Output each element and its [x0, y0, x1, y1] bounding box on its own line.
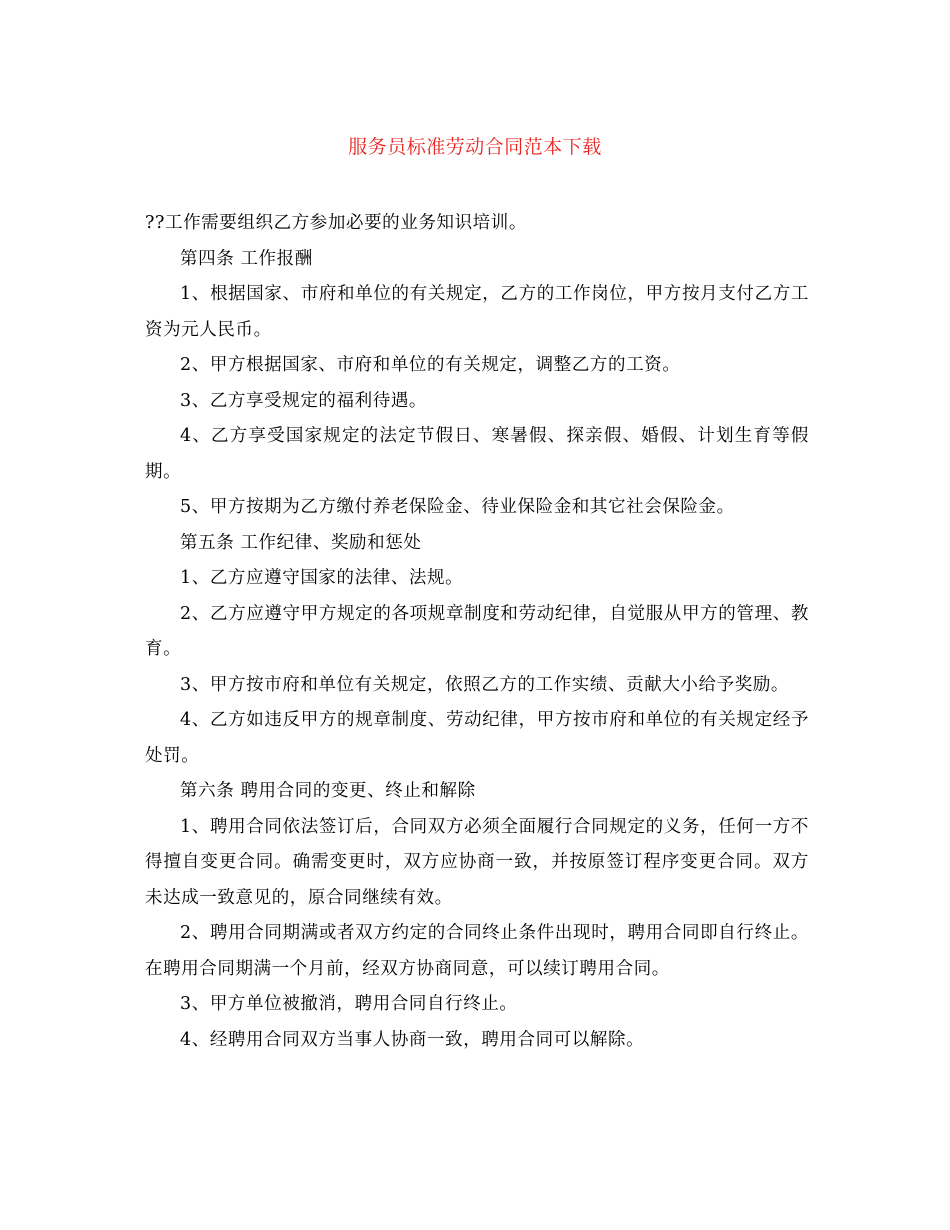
section-heading-article-4: 第四条 工作报酬: [180, 248, 313, 269]
paragraph-article-4-item-4: 4、乙方享受国家规定的法定节假日、寒暑假、探亲假、婚假、计划生育等假期。: [145, 426, 809, 482]
paragraph-article-6-item-3: 3、甲方单位被撤消，聘用合同自行终止。: [180, 994, 518, 1014]
paragraph-article-6-item-1: 1、聘用合同依法签订后，合同双方必须全面履行合同规定的义务，任何一方不得擅自变更合同。确需变更时，双方应协商一致，并按原签订程序变更合同。双方未达成一致意见的，原合同继续有效。: [145, 816, 809, 908]
paragraph-article-4-item-1: 1、根据国家、市府和单位的有关规定，乙方的工作岗位，甲方按月支付乙方工资为元人民币。: [145, 284, 809, 340]
paragraph-article-5-item-4: 4、乙方如违反甲方的规章制度、劳动纪律，甲方按市府和单位的有关规定经予处罚。: [145, 710, 809, 766]
section-heading-article-6: 第六条 聘用合同的变更、终止和解除: [180, 781, 476, 801]
paragraph-article-4-item-5: 5、甲方按期为乙方缴付养老保险金、待业保险金和其它社会保险金。: [180, 497, 735, 517]
document-body: [145, 206, 809, 1058]
paragraph-article-4-item-2: 2、甲方根据国家、市府和单位的有关规定，调整乙方的工资。: [180, 355, 681, 375]
section-heading-article-5: 第五条 工作纪律、奖励和惩处: [180, 532, 422, 553]
paragraph-article-5-item-2: 2、乙方应遵守甲方规定的各项规章制度和劳动纪律，自觉服从甲方的管理、教育。: [145, 603, 809, 659]
paragraph-training: ??工作需要组织乙方参加必要的业务知识培训。: [145, 213, 527, 233]
paragraph-article-6-item-2: 2、聘用合同期满或者双方约定的合同终止条件出现时，聘用合同即自行终止。在聘用合同期满一个月前，经双方协商同意，可以续订聘用合同。: [145, 923, 809, 979]
paragraph-article-5-item-3: 3、甲方按市府和单位有关规定，依照乙方的工作实绩、贡献大小给予奖励。: [180, 674, 790, 695]
paragraph-article-4-item-3: 3、乙方享受规定的福利待遇。: [180, 390, 428, 411]
paragraph-article-6-item-4: 4、经聘用合同双方当事人协商一致，聘用合同可以解除。: [180, 1029, 645, 1050]
document-title: 服务员标准劳动合同范本下载: [348, 136, 602, 158]
paragraph-article-5-item-1: 1、乙方应遵守国家的法律、法规。: [180, 568, 464, 588]
